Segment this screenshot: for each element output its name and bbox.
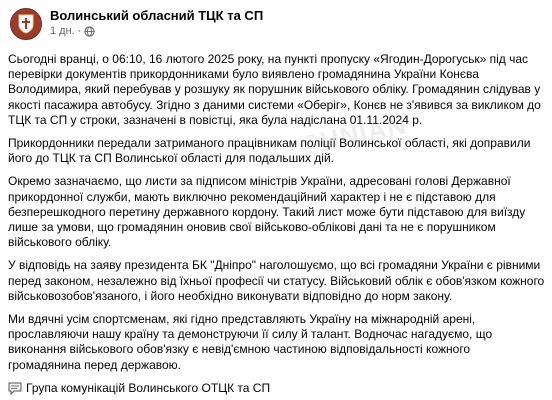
paragraph-5: Ми вдячні усім спортсменам, які гідно представляють Україну на міжнародній арені, прославляючи нашу країну та демонструючи її силу й талант. Водночас нагадуємо, що виконання військового обов'язку є невід'ємною частиною відповідальності кожного громадянина перед державою. — [8, 312, 493, 372]
paragraph-2: Прикордонники передали затриманого працівникам поліції Волинської області, які доправили його до ТЦК та СП Волинської області для подальших дій. — [8, 136, 531, 166]
page-name[interactable]: Волинський обласний ТЦК та СП — [50, 8, 264, 23]
post-signature — [8, 381, 546, 396]
post-time[interactable]: 1 дн. — [50, 25, 75, 37]
paragraph-4: У відповідь на заяву президента БК "Дніпро" наголошуємо, що всі громадяни України є рівними перед законом, незалежно від їхньої професії чи статусу. Військовий облік є обов'язком кожного військовозобов'язаного, і його необхідно виконувати відповідно до норм закону. — [8, 258, 545, 303]
watermark: ©UNIAN — [297, 109, 410, 161]
post-meta — [50, 8, 263, 38]
globe-icon[interactable] — [84, 26, 95, 37]
separator: · — [77, 25, 82, 37]
paragraph-3: Окремо зазначаємо, що листи за підписом міністрів України, адресовані голові Державної прикордонної служби, мають виключно рекомендаційний характер і не є підставою для безперешкодного перетину державного кордону. Такий лист може бути підставою для виїзду лише за умови, що громадянин оновив свої військово-облікові дані та не є порушником військового обліку. — [8, 174, 526, 250]
page-avatar[interactable] — [10, 8, 42, 40]
post-subline — [50, 24, 263, 38]
emblem-icon — [17, 14, 35, 34]
paragraph-1: Сьогодні вранці, о 06:10, 16 лютого 2025 року, на пункті пропуску «Ягодин-Дорогуськ» під час перевірки документів прикордонниками було виявлено громадянина України Конєва Володимира, який перебував у розшуку як порушник військового обліку. Громадянин слідував у якості пасажира автобусу. Згідно з даними системи «Оберіг», Конєв не з'явився за викликом до ТЦК та СП у строки, зазначені в повістці, яка була надіслана 01.11.2024 р. — [8, 52, 541, 127]
post-body — [8, 52, 546, 396]
signature-text: Група комунікацій Волинського ОТЦК та СП — [26, 380, 271, 395]
post-header — [10, 8, 263, 42]
speech-balloon-icon — [8, 382, 22, 395]
